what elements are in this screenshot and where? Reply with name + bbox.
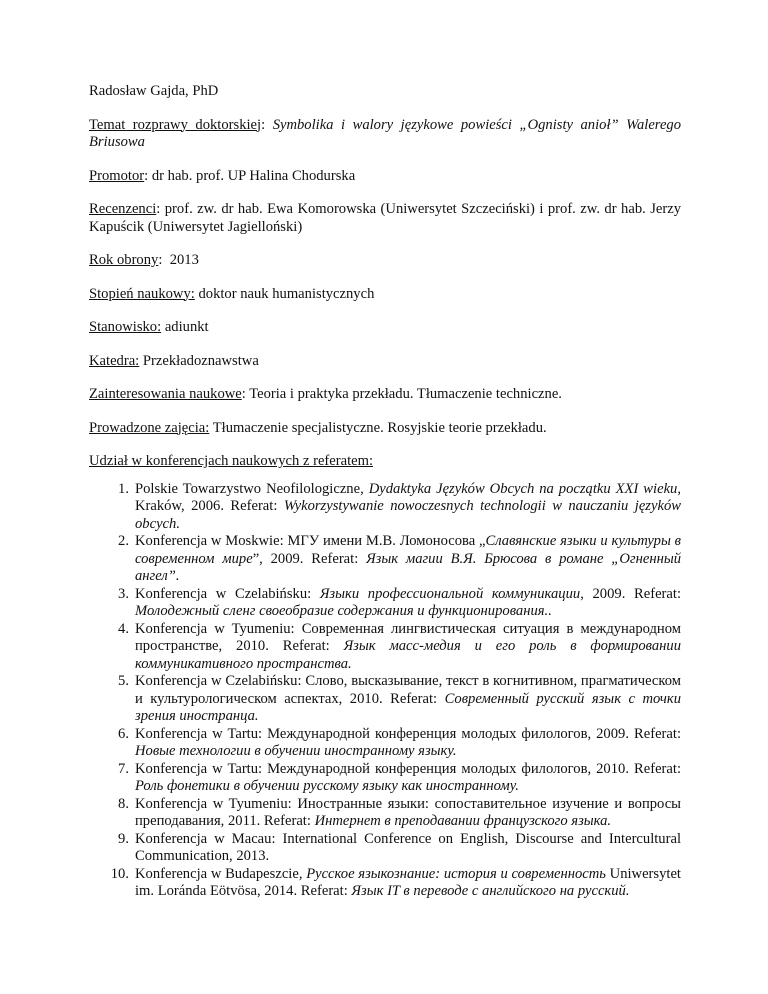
degree-label: Stopień naukowy:	[89, 285, 195, 302]
conference-paper-title: Wykorzystywanie nowoczesnych technologii w nauczaniu języków obcych.	[135, 498, 681, 532]
conferences-heading-row	[89, 453, 681, 471]
conference-text-cont: Uniwersytet im. Loránda Eötvösa, 2014. Referat:	[135, 865, 681, 899]
conference-text: Konferencja w Moskwie: МГУ имени М.В. Ломоносова „	[135, 533, 486, 549]
conference-paper-title: Молодежный сленг своеобразие содержания и функционирования..	[135, 603, 552, 619]
position-value: adiunkt	[164, 319, 209, 335]
reviewers-field: Recenzenci: prof. zw. dr hab. Ewa Komorowska (Uniwersytet Szczeciński) i prof. zw. dr hab. Jerzy Kapuścik (Uniwersytet Jagielloński)	[89, 201, 681, 235]
conference-item	[89, 761, 681, 796]
defense-year-label: Rok obrony	[89, 252, 159, 268]
conference-paper-title: Язык IT в переводе с английского на русский.	[351, 883, 630, 899]
conference-number: 9.	[118, 830, 129, 847]
conference-title: Славянские языки и культуры в современном мире	[135, 533, 681, 567]
conference-number: 7.	[118, 760, 129, 777]
conference-paper-title: Роль фонетики в обучении русскому языку как иностранному.	[135, 778, 519, 794]
interests-value: Teoria i praktyka przekładu. Tłumaczenie techniczne.	[249, 386, 562, 402]
conference-text: Konferencja w Budapeszcie,	[135, 865, 307, 882]
author-name: Radosław Gajda, PhD	[89, 83, 219, 99]
cv-content	[89, 83, 681, 901]
position-field	[89, 319, 681, 337]
conference-text: Konferencja w Tartu: Международной конференция молодых филологов, 2009. Referat:	[135, 725, 681, 742]
interests-label: Zainteresowania naukowe	[89, 386, 242, 402]
conference-item	[89, 533, 681, 586]
conference-title: Dydaktyka Języków Obcych na początku XXI wieku	[368, 480, 678, 497]
department-field	[89, 353, 681, 371]
defense-year-field: Rok obrony: 2013	[89, 252, 199, 268]
conference-number: 6.	[118, 725, 129, 742]
conference-number: 2.	[118, 533, 129, 549]
thesis-field: Temat rozprawy doktorskiej: Symbolika i walory językowe powieści „Ognisty anioł” Walerego Briusowa	[89, 116, 682, 150]
conference-number: 4.	[118, 620, 129, 637]
conference-item	[89, 481, 681, 534]
conference-text: Konferencja w Czelabińsku: Слово, высказывание, текст в когнитивном, прагматическом и культурологическом аспектах, 2010. Referat:	[135, 673, 681, 707]
promotor-value: dr hab. prof. UP Halina Chodurska	[151, 167, 356, 184]
conference-text: Konferencja w Czelabińsku:	[135, 585, 320, 602]
conference-text: Konferencja w Tartu: Международной конференция молодых филологов, 2010. Referat:	[135, 760, 681, 777]
promotor-field: Promotor: dr hab. prof. UP Halina Chodurska	[89, 167, 356, 184]
conference-item	[89, 831, 681, 866]
reviewers-label: Recenzenci	[89, 201, 157, 217]
conference-text: Konferencja w Tyumeniu: Современная лингвистическая ситуация в международном пространстве, 2010. Referat:	[135, 620, 681, 654]
conference-item	[89, 866, 681, 901]
conferences-list	[89, 481, 681, 901]
conference-number: 10.	[110, 865, 129, 882]
conference-title: Языки профессиональной коммуникации	[319, 585, 581, 602]
conference-text: Konferencja w Macau: International Conference on English, Discourse and Intercultural Communication, 2013.	[135, 830, 681, 864]
reviewers-value: prof. zw. dr hab. Ewa Komorowska (Uniwersytet Szczeciński) i prof. zw. dr hab. Jerzy Kapuścik (Uniwersytet Jagielloński)	[89, 201, 681, 235]
conference-paper-title: Современный русский язык с точки зрения иностранца.	[135, 690, 681, 724]
conference-title: Русское языкознание: история и современность	[306, 865, 606, 882]
conference-number: 1.	[118, 480, 129, 497]
department-label: Katedra:	[89, 352, 140, 369]
courses-label: Prowadzone zajęcia:	[89, 419, 210, 436]
conference-item	[89, 621, 681, 674]
conference-text: Polskie Towarzystwo Neofilologiczne,	[135, 480, 369, 497]
conference-text-cont: ”, 2009. Referat:	[252, 550, 367, 567]
department-value: Przekładoznawstwa	[142, 352, 259, 369]
position-label: Stanowisko:	[89, 319, 162, 335]
conference-paper-title: Язык магии В.Я. Брюсова в романе „Огненный ангел”.	[135, 550, 682, 584]
conference-paper-title: Новые технологии в обучении иностранному языку.	[135, 743, 457, 759]
conference-text-cont: , 2009. Referat:	[580, 585, 681, 602]
conference-number: 3.	[118, 585, 129, 602]
promotor-label: Promotor	[89, 167, 145, 184]
conference-item	[89, 796, 681, 831]
conference-paper-title: Интернет в преподавании французского языка.	[314, 813, 612, 829]
degree-value: doktor nauk humanistycznych	[198, 285, 375, 302]
conference-number: 8.	[118, 795, 129, 812]
conference-paper-title: Язык масс-медия и его роль в формировании коммуникативного пространства.	[135, 638, 682, 672]
conferences-list-wrap	[89, 481, 681, 901]
thesis-value: Symbolika i walory językowe powieści „Ognisty anioł” Walerego Briusowa	[89, 116, 682, 150]
conferences-heading: Udział w konferencjach naukowych z referatem:	[89, 453, 374, 469]
degree-field	[89, 286, 681, 304]
conference-item	[89, 673, 681, 726]
interests-field: Zainteresowania naukowe: Teoria i praktyka przekładu. Tłumaczenie techniczne.	[89, 386, 562, 402]
courses-field	[89, 420, 681, 438]
conference-text-cont: , Kraków, 2006. Referat:	[135, 480, 682, 514]
defense-year-value: 2013	[169, 252, 199, 268]
conference-item	[89, 586, 681, 621]
conference-text: Konferencja w Tyumeniu: Иностранные языки: сопоставительное изучение и вопросы преподавания, 2011. Referat:	[135, 795, 681, 829]
conference-item	[89, 726, 681, 761]
courses-value: Tłumaczenie specjalistyczne. Rosyjskie teorie przekładu.	[212, 419, 547, 436]
thesis-label: Temat rozprawy doktorskiej	[89, 116, 262, 133]
conference-number: 5.	[118, 673, 129, 689]
